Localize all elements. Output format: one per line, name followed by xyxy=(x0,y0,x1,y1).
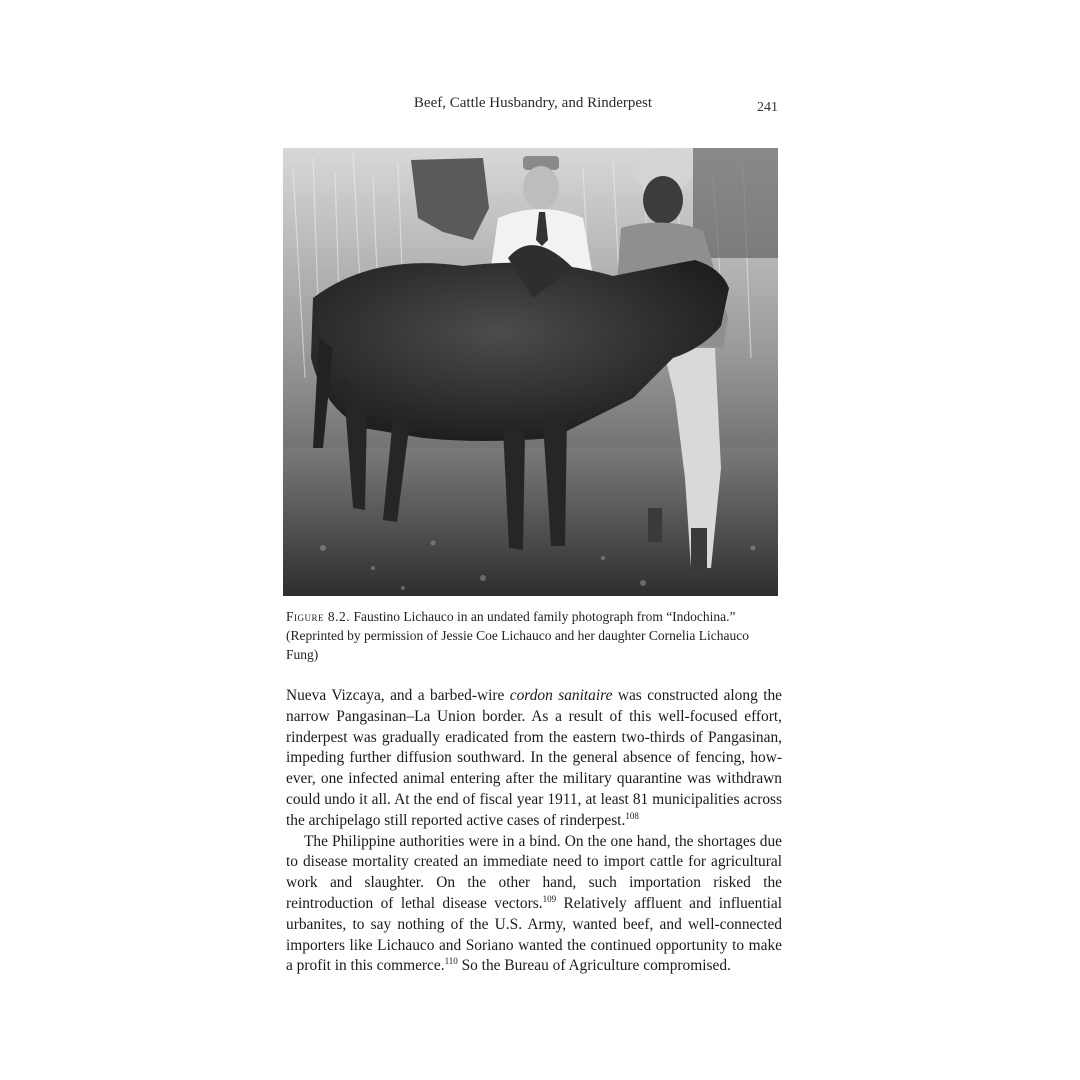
page-number: 241 xyxy=(757,100,778,115)
paragraph-2-text-c: So the Bureau of Agriculture compromised. xyxy=(457,957,731,975)
paragraph-1 xyxy=(286,686,782,832)
figure-caption xyxy=(286,607,780,664)
footnote-marker: 109 xyxy=(542,893,557,904)
paragraph-2-text-b: Relatively affluent and influential urbanites, to say nothing of the U.S. Army, wanted beef, and well-connected importers like Lichauco and Soriano wanted the continued opportunity to make a profit in this commerce. xyxy=(286,894,782,975)
italic-term: cordon sanitaire xyxy=(509,687,613,704)
footnote-marker: 108 xyxy=(625,810,639,821)
figure-label: Figure 8.2. xyxy=(286,609,351,624)
figure-photograph xyxy=(283,148,778,596)
paragraph-2 xyxy=(286,832,782,978)
paragraph-2-text-a: The Philippine authorities were in a bind. On the one hand, the shortages due to disease mortality created an immediate need to import cattle for agricultural work and slaughter. On the other hand, such importation risked the reintroduction of lethal disease vectors. xyxy=(286,832,782,912)
figure-caption-text: Faustino Lichauco in an undated family photograph from “Indochina.” (Reprinted by permission of Jessie Coe Lichauco and her daughter Cornelia Lichauco Fung) xyxy=(286,609,749,662)
running-head: Beef, Cattle Husbandry, and Rinderpest xyxy=(413,95,653,111)
paragraph-1-text-b: was constructed along the narrow Pangasinan–La Union border. As a result of this well-focused effort, rinderpest was gradually eradicated from the eastern two-thirds of Pangasinan, impeding further diffusion southward. In the general absence of fencing, however, one infected animal entering after the military quarantine was withdrawn could undo it all. At the end of fiscal year 1911, at least 81 municipalities across the archipelago still reported active cases of rinderpest. xyxy=(286,687,783,829)
body-text xyxy=(286,686,782,977)
page-header xyxy=(285,95,781,117)
footnote-marker: 110 xyxy=(444,956,458,967)
paragraph-1-text-a: Nueva Vizcaya, and a barbed-wire xyxy=(286,687,510,704)
